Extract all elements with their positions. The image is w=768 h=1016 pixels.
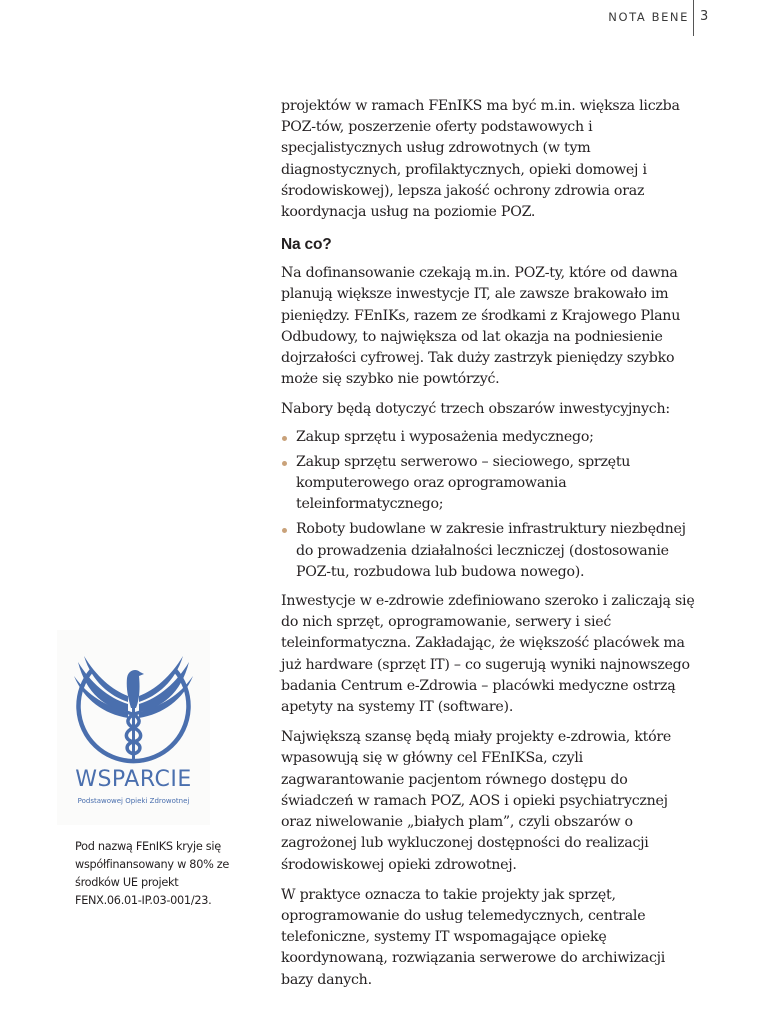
side-note: Pod nazwą FEnIKS kryje się współfinansowany w 80% ze środków UE projekt FENX.06.01-IP.03-001/23. [75,840,230,907]
investment-areas-list [281,427,701,583]
list-item: Zakup sprzętu serwerowo – sieciowego, sprzętu komputerowego oraz oprogramowania teleinformatycznego; [281,452,701,516]
intro-paragraph: projektów w ramach FEnIKS ma być m.in. większa liczba POZ-tów, poszerzenie oferty podstawowych i specjalistycznych usług zdrowotnych (w tym diagnostycznych, profilaktycznych, opieki domowej i środowiskowej), lepsza jakość ochrony zdrowia oraz koordynacja usług na poziomie POZ. [281,98,680,221]
section-heading: Na co? [281,236,332,254]
paragraph: W praktyce oznacza to takie projekty jak sprzęt, oprogramowanie do usług telemedycznych, centrale telefoniczne, systemy IT wspomagające opiekę koordynowaną, rozwiązania serwerowe do archiwizacji bazy danych. [281,886,666,988]
wsparcie-logo [57,630,210,825]
logo-title: WSPARCIE [75,767,192,792]
logo-subtitle: Podstawowej Opieki Zdrowotnej [77,797,190,805]
paragraph: Największą szansę będą miały projekty e-zdrowia, które wpasowują się w główny cel FEnIKSa, czyli zagwarantowanie pacjentom równego dostępu do świadczeń w ramach POZ, AOS i opieki psychiatrycznej oraz niwelowanie „białych plam”, czyli obszarów o zagrożonej lub wykluczonej dostępności do realizacji środowiskowej opieki zdrowotnej. [281,729,672,873]
bullet-icon [282,461,287,466]
paragraph: Inwestycje w e-zdrowie zdefiniowano szeroko i zaliczają się do nich sprzęt, oprogramowanie, serwery i sieć teleinformatyczna. Zakładając, że większość placówek ma już hardware (sprzęt IT) – co sugerują wyniki najnowszego badania Centrum e-Zdrowia – placówki medyczne ostrzą apetyty na systemy IT (software). [281,593,695,716]
running-header [568,0,768,36]
publication-title: NOTA BENE [608,10,689,24]
list-item: Roboty budowlane w zakresie infrastruktury niezbędnej do prowadzenia działalności leczniczej (dostosowanie POZ-tu, rozbudowa lub budowa nowego). [281,519,701,583]
bullet-icon [282,436,287,441]
list-item: Zakup sprzętu i wyposażenia medycznego; [281,427,701,448]
paragraph: Na dofinansowanie czekają m.in. POZ-ty, które od dawna planują większe inwestycje IT, ale zawsze brakowało im pieniędzy. FEnIKs, razem ze środkami z Krajowego Planu Odbudowy, to największa od lat okazja na podniesienie dojrzałości cyfrowej. Tak duży zastrzyk pieniędzy szybko może się szybko nie powtórzyć. [281,265,681,388]
phoenix-caduceus-icon [70,642,197,764]
header-divider [693,0,694,36]
bullet-icon [282,528,287,533]
article-body [281,96,701,1000]
page-number: 3 [700,9,709,24]
list-intro: Nabory będą dotyczyć trzech obszarów inwestycyjnych: [281,401,670,418]
